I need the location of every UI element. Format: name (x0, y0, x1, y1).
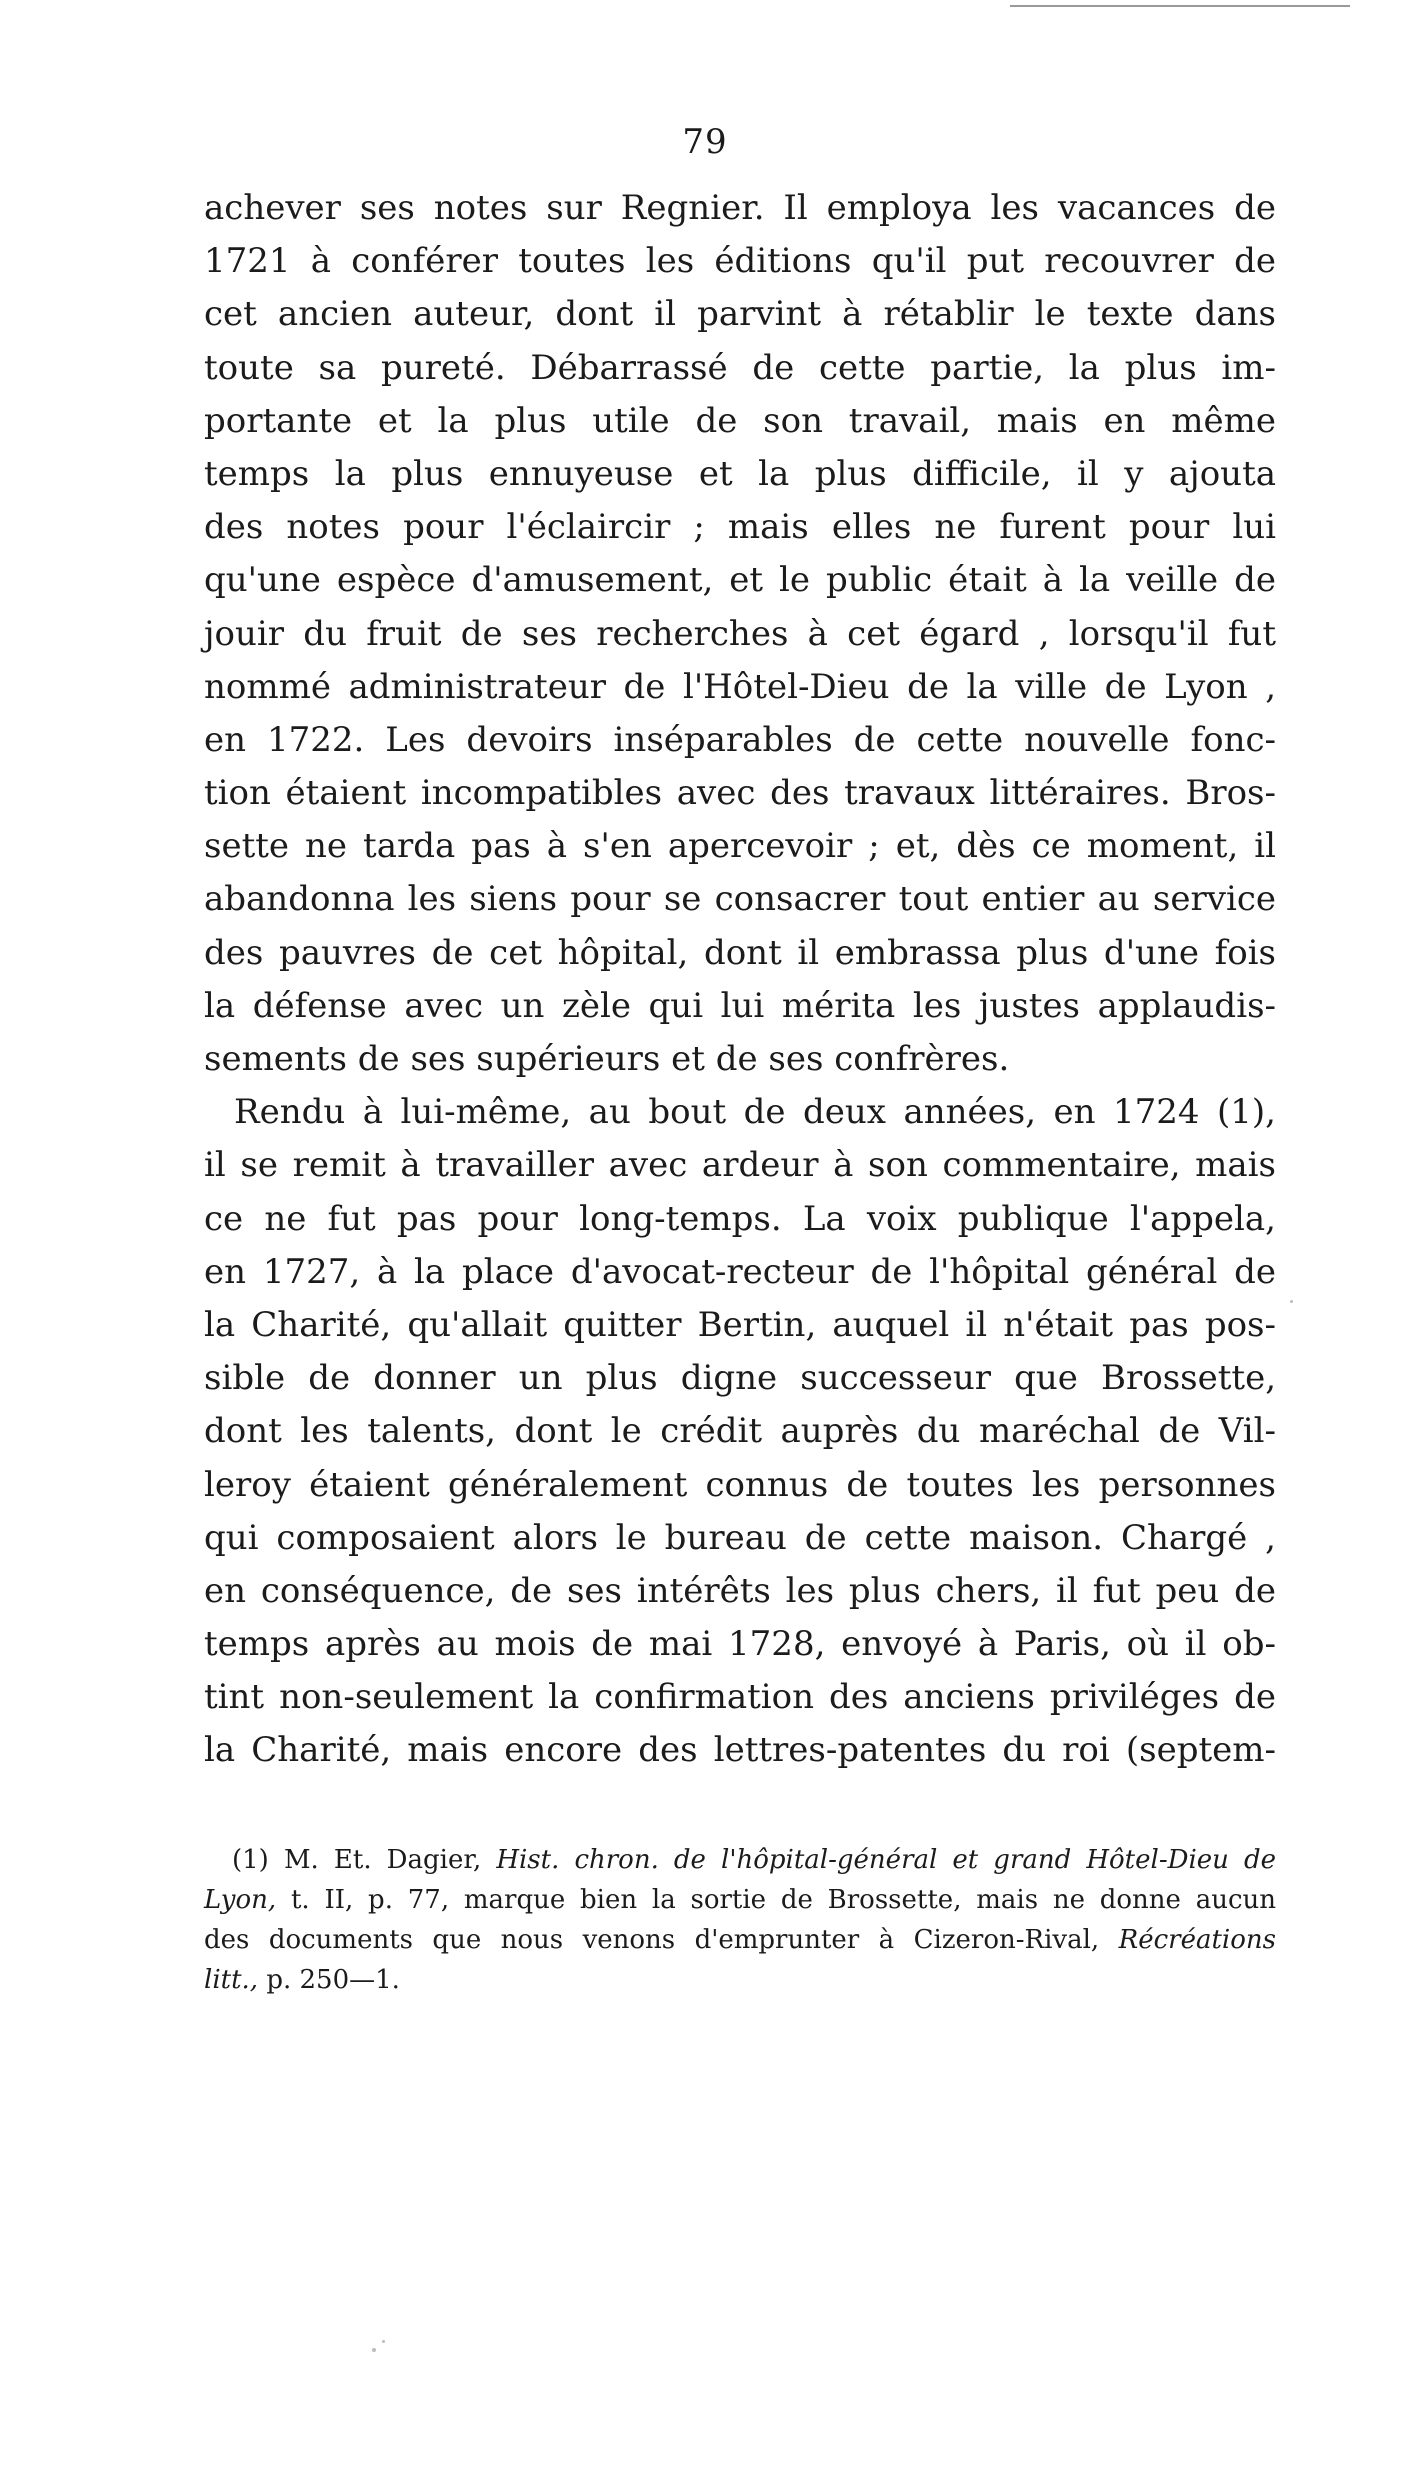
text-line: nommé administrateur de l'Hôtel-Dieu de la ville de Lyon , (204, 666, 1276, 707)
text-line: en conséquence, de ses intérêts les plus chers, il fut peu de (204, 1570, 1276, 1611)
footnote-text: p. 250—1. (266, 1965, 400, 1995)
top-edge-rule (1010, 5, 1350, 7)
text-line: Rendu à lui-même, au bout de deux années, en 1724 (1), (234, 1092, 1276, 1133)
text-line: ce ne fut pas pour long-temps. La voix publique l'appela, (204, 1198, 1276, 1239)
text-line: sette ne tarda pas à s'en apercevoir ; et, dès ce moment, il (204, 826, 1276, 867)
footnote-author: M. Et. Dagier, (283, 1845, 482, 1875)
footnote-title-cont: Lyon, (204, 1885, 277, 1915)
text-line: leroy étaient généralement connus de toutes les personnes (204, 1464, 1276, 1505)
body-text (204, 182, 1276, 1778)
paper-speck (1290, 1300, 1293, 1303)
text-line: il se remit à travailler avec ardeur à son commentaire, mais (204, 1145, 1276, 1186)
footnote-title: Hist. chron. de l'hôpital-général et grand Hôtel-Dieu de (496, 1845, 1277, 1875)
text-line: 1721 à conférer toutes les éditions qu'il put recouvrer de (204, 241, 1276, 282)
footnote-work: Récréations (1118, 1925, 1276, 1955)
text-line: tint non-seulement la confirmation des anciens priviléges de (204, 1677, 1276, 1718)
footnote-line (204, 1840, 1276, 1880)
text-line: tion étaient incompatibles avec des travaux littéraires. Bros- (204, 773, 1276, 814)
paper-speck (382, 2340, 385, 2343)
text-line: dont les talents, dont le crédit auprès du maréchal de Vil- (204, 1411, 1276, 1452)
text-line: cet ancien auteur, dont il parvint à rétablir le texte dans (204, 294, 1276, 335)
text-line: la défense avec un zèle qui lui mérita les justes applaudis- (204, 985, 1276, 1026)
text-line: temps la plus ennuyeuse et la plus difficile, il y ajouta (204, 453, 1276, 494)
text-line: des notes pour l'éclaircir ; mais elles ne furent pour lui (204, 507, 1276, 548)
text-line: qu'une espèce d'amusement, et le public était à la veille de (204, 560, 1276, 601)
text-line: temps après au mois de mai 1728, envoyé à Paris, où il ob- (204, 1624, 1276, 1665)
footnote-text: des documents que nous venons d'emprunter à Cizeron-Rival, (204, 1925, 1100, 1955)
text-line: en 1722. Les devoirs inséparables de cette nouvelle fonc- (204, 719, 1276, 760)
page-number: 79 (682, 122, 728, 162)
text-line: qui composaient alors le bureau de cette maison. Chargé , (204, 1517, 1276, 1558)
text-line: toute sa pureté. Débarrassé de cette partie, la plus im- (204, 347, 1276, 388)
text-line: achever ses notes sur Regnier. Il employa les vacances de (204, 188, 1276, 228)
footnote-line (204, 1920, 1276, 1960)
text-line: portante et la plus utile de son travail, mais en même (204, 400, 1276, 441)
footnote-text: t. II, p. 77, marque bien la sortie de Brossette, mais ne donne aucun (290, 1885, 1276, 1915)
footnote-work-cont: litt., (204, 1965, 259, 1995)
text-line: sements de ses supérieurs et de ses confrères. (204, 1039, 1010, 1079)
footnote (204, 1840, 1276, 2000)
text-line: des pauvres de cet hôpital, dont il embrassa plus d'une fois (204, 932, 1276, 973)
paper-speck (372, 2348, 376, 2352)
footnote-line (204, 1960, 1276, 2000)
text-line: la Charité, mais encore des lettres-patentes du roi (septem- (204, 1730, 1276, 1771)
text-line: la Charité, qu'allait quitter Bertin, auquel il n'était pas pos- (204, 1304, 1276, 1345)
footnote-marker: (1) (232, 1845, 269, 1875)
text-line: jouir du fruit de ses recherches à cet égard , lorsqu'il fut (204, 613, 1276, 654)
text-line: sible de donner un plus digne successeur que Brossette, (204, 1358, 1276, 1399)
text-line: en 1727, à la place d'avocat-recteur de l'hôpital général de (204, 1251, 1276, 1292)
footnote-line (204, 1880, 1276, 1920)
text-line: abandonna les siens pour se consacrer tout entier au service (204, 879, 1276, 920)
